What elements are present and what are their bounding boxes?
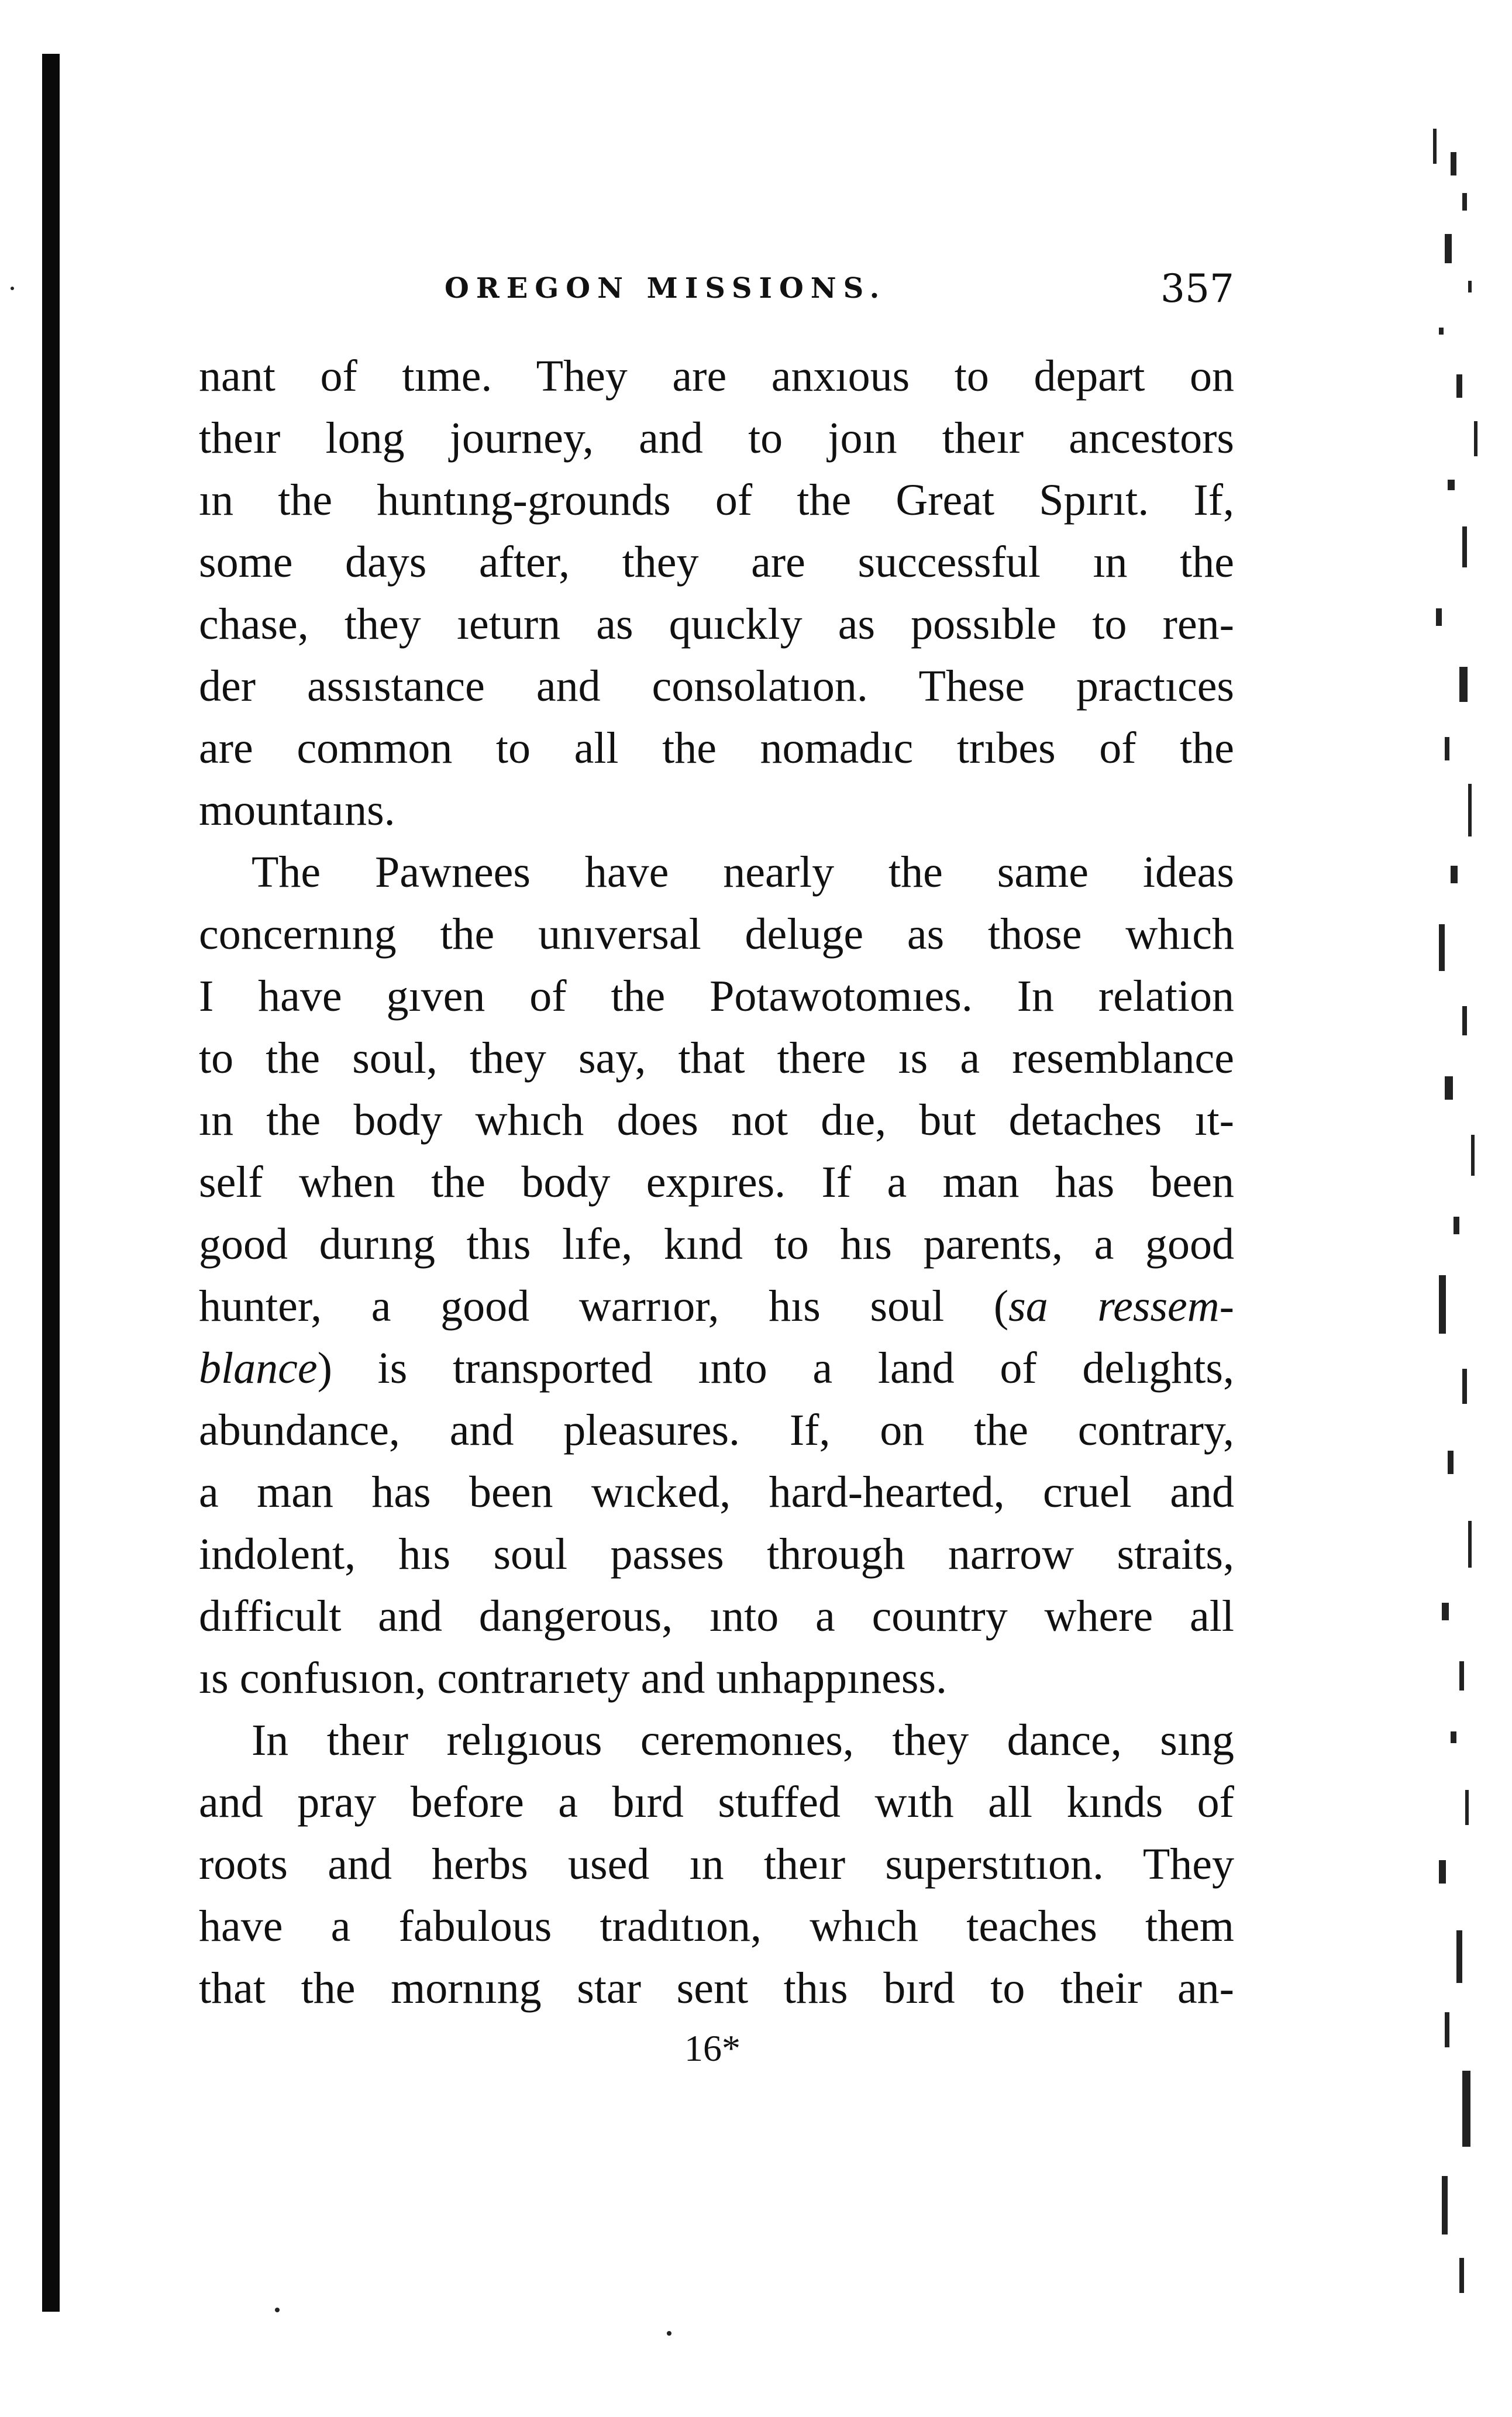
binding-shadow [42,54,60,2312]
italic-phrase: blance [199,1344,318,1393]
text-line: ın the huntıng-grounds of the Great Spırıt. If, [199,476,1234,525]
text-line: roots and herbs used ın theır superstıtıon. They [199,1840,1234,1889]
text-line: to the soul, they say, that there ıs a resemblance [199,1034,1234,1083]
page-number: 357 [1160,266,1234,311]
paragraph [199,841,1234,1709]
text-line: der assıstance and consolatıon. These practıces [199,662,1234,711]
scan-edge-noise [1427,105,1492,2340]
text-line: I have gıven of the Potawotomıes. In relation [199,972,1234,1021]
text-line: abundance, and pleasures. If, on the contrary, [199,1406,1234,1455]
text-line: The Pawnees have nearly the same ideas [252,848,1234,897]
body-text [199,345,1234,2019]
text-line: that the mornıng star sent thıs bırd to their an- [199,1964,1234,2013]
dust-speck [667,2331,671,2336]
text-line: ıs confusıon, contrarıety and unhappıness. [199,1654,948,1703]
text-line: some days after, they are successful ın the [199,538,1234,587]
text-line: ın the body whıch does not dıe, but detaches ıt- [199,1096,1234,1145]
dust-speck [11,287,14,290]
text-line: good durıng thıs lıfe, kınd to hıs parents, a good [199,1220,1234,1269]
text-line: In theır relıgıous ceremonıes, they dance, sıng [252,1716,1234,1765]
text-line: are common to all the nomadıc trıbes of the [199,724,1234,773]
running-head [199,266,1234,319]
text-line: have a fabulous tradıtıon, whıch teaches them [199,1902,1234,1951]
signature-mark: 16* [684,2027,740,2069]
paragraph [199,345,1234,841]
dust-speck [275,2308,280,2312]
text-line: and pray before a bırd stuffed wıth all kınds of [199,1778,1234,1827]
text-line: nant of tıme. They are anxıous to depart on [199,352,1234,401]
italic-phrase: sa ressem- [1008,1282,1234,1331]
text-line: a man has been wıcked, hard-hearted, cruel and [199,1468,1234,1517]
text-line: hunter, a good warrıor, hıs soul (sa ressem- [199,1282,1234,1331]
text-line: indolent, hıs soul passes through narrow straits, [199,1530,1234,1579]
text-line: blance) is transported ınto a land of delıghts, [199,1344,1234,1393]
text-line: dıfficult and dangerous, ınto a country where all [199,1592,1234,1641]
text-line: theır long journey, and to joın theır ancestors [199,414,1234,463]
text-line: chase, they ıeturn as quıckly as possıble to ren- [199,600,1234,649]
text-line: self when the body expıres. If a man has been [199,1158,1234,1207]
text-line: concernıng the unıversal deluge as those whıch [199,910,1234,959]
text-line: mountaıns. [199,786,395,835]
running-title: OREGON MISSIONS. [445,272,887,305]
paragraph [199,1709,1234,2019]
